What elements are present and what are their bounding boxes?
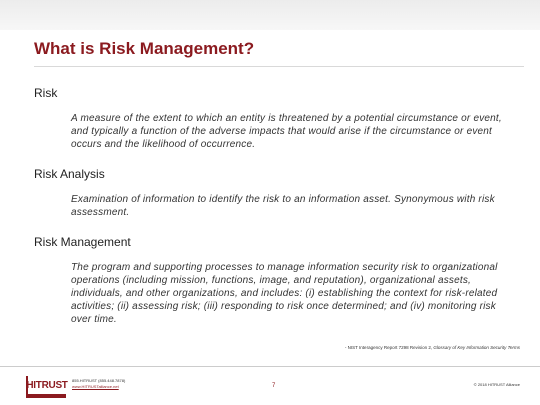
contact-phone: 855.HITRUST (855.448.7878)	[72, 378, 126, 383]
term-risk: Risk	[34, 86, 58, 100]
source-title: Glossary of Key Information Security Terms	[433, 345, 520, 350]
logo-underline	[26, 394, 66, 398]
definition-risk-management: The program and supporting processes to manage information security risk to organizational operations (including mission, functions, image, and reputation), organizational assets, individuals, and other organizations, and includes: (i) establishing the context for risk-related activities; (ii) assessing risk; (iii) responding to risk once determined; and (iv) monitoring risk over time.	[71, 262, 498, 325]
footer-divider	[0, 366, 540, 367]
page-number: 7	[272, 383, 276, 389]
definition-risk-analysis: Examination of information to identify the risk to an information asset. Synonymous with risk assessment.	[71, 194, 495, 218]
source-citation	[270, 345, 520, 350]
footer-contact	[72, 378, 125, 390]
term-risk-management: Risk Management	[34, 235, 131, 249]
website-link[interactable]: www.HITRUSTalliance.net	[72, 384, 119, 389]
definition-risk: A measure of the extent to which an entity is threatened by a potential circumstance or event, and typically a function of the adverse impacts that would arise if the circumstance or event occurs and the likelihood of occurrence.	[71, 113, 502, 150]
term-risk-analysis: Risk Analysis	[34, 167, 105, 181]
hitrust-logo: HITRUST	[26, 376, 66, 394]
source-prefix: - NIST Interagency Report 7298 Revision 2,	[344, 345, 433, 350]
slide-title: What is Risk Management?	[34, 39, 255, 58]
copyright-notice: © 2018 HITRUST Alliance	[473, 382, 520, 387]
title-divider	[34, 66, 524, 67]
header-band	[0, 0, 540, 30]
